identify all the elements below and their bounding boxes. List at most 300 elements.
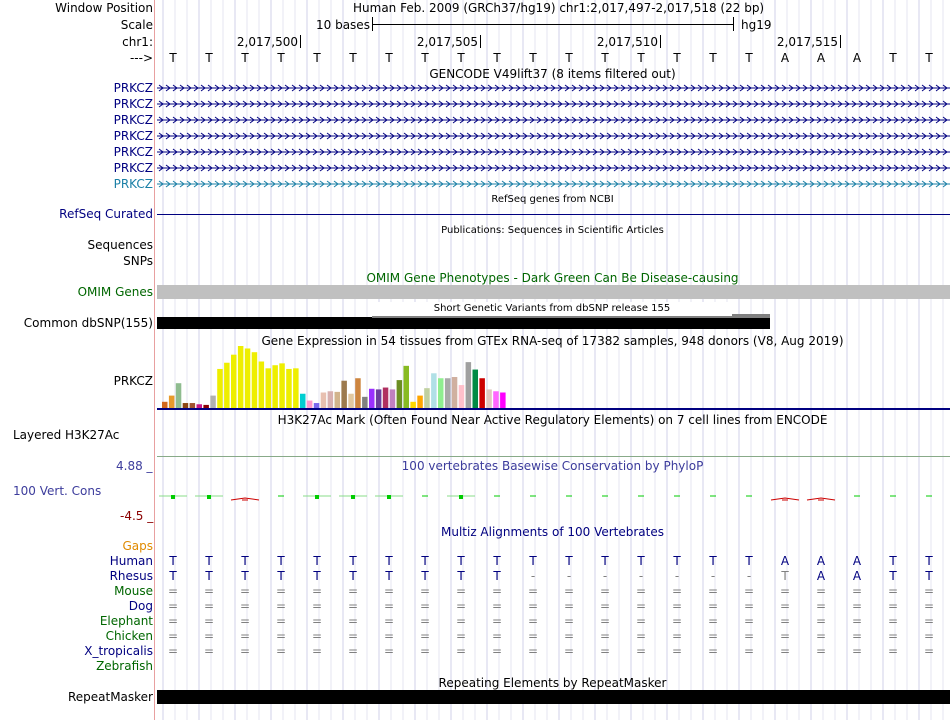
multiz-base: T [457, 569, 465, 583]
multiz-base: = [599, 584, 611, 598]
reference-base: T [493, 51, 501, 65]
multiz-base: = [311, 614, 323, 628]
multiz-base: = [455, 629, 467, 643]
reference-base: T [241, 51, 249, 65]
multiz-base: T [565, 554, 573, 568]
reference-base: A [780, 51, 790, 65]
multiz-base: = [455, 599, 467, 613]
multiz-base: = [239, 584, 251, 598]
reference-base: T [673, 51, 681, 65]
multiz-base: = [527, 629, 539, 643]
gtex-tissue-bar [479, 378, 485, 408]
multiz-species-label[interactable]: Human [109, 554, 153, 568]
refseq-track-title[interactable]: RefSeq genes from NCBI [491, 194, 614, 205]
multiz-base: = [419, 629, 431, 643]
multiz-base: T [493, 569, 501, 583]
multiz-base: = [419, 584, 431, 598]
reference-base: T [421, 51, 429, 65]
multiz-base: = [671, 599, 683, 613]
multiz-base: = [563, 614, 575, 628]
scale-bar-left-tick [372, 17, 373, 31]
multiz-base: T [313, 554, 321, 568]
multiz-base: T [493, 554, 501, 568]
multiz-base: - [710, 569, 716, 583]
multiz-base: = [383, 584, 395, 598]
publications-track-label[interactable]: Sequences [87, 238, 153, 252]
multiz-base: = [779, 584, 791, 598]
dbsnp-variant-bar[interactable] [157, 317, 770, 329]
multiz-base: = [491, 584, 503, 598]
multiz-base: A [780, 554, 790, 568]
multiz-base: = [743, 584, 755, 598]
multiz-species-label[interactable]: Elephant [99, 614, 153, 628]
multiz-base: = [563, 629, 575, 643]
multiz-base: = [923, 629, 935, 643]
phylop-score-peak [459, 495, 463, 499]
refseq-gene-line[interactable] [157, 214, 950, 215]
multiz-base: = [203, 629, 215, 643]
multiz-base: = [527, 614, 539, 628]
gtex-tissue-bar [245, 348, 251, 408]
multiz-species-label[interactable]: Chicken [105, 629, 153, 643]
multiz-base: = [383, 614, 395, 628]
assembly-position-text: Human Feb. 2009 (GRCh37/hg19) chr1:2,017,497-2,017,518 (22 bp) [353, 1, 765, 15]
gtex-tissue-bar [238, 346, 244, 408]
multiz-base: = [599, 644, 611, 658]
phylop-min-label: -4.5 _ [120, 509, 154, 523]
ruler-position-label: 2,017,505 [416, 35, 478, 49]
gtex-tissue-bar [307, 401, 313, 408]
reference-base: T [169, 51, 177, 65]
gencode-item-label[interactable]: PRKCZ [113, 129, 153, 143]
multiz-base: = [743, 614, 755, 628]
gtex-tissue-bar [410, 402, 416, 408]
multiz-base: = [167, 599, 179, 613]
gtex-tissue-bar [231, 355, 237, 408]
multiz-base: = [563, 599, 575, 613]
gtex-tissue-bar [417, 396, 423, 408]
multiz-base: = [635, 584, 647, 598]
scale-bar-right-tick [733, 17, 734, 31]
db-text: hg19 [741, 18, 772, 32]
multiz-base: = [455, 614, 467, 628]
multiz-base: = [239, 629, 251, 643]
multiz-base: = [311, 629, 323, 643]
gtex-tissue-bar [321, 393, 327, 409]
h3k27ac-track-label[interactable]: Layered H3K27Ac [13, 428, 120, 442]
reference-base: T [313, 51, 321, 65]
multiz-base: - [746, 569, 752, 583]
multiz-base: = [851, 599, 863, 613]
multiz-base: = [383, 629, 395, 643]
multiz-base: = [455, 584, 467, 598]
multiz-base: T [925, 569, 933, 583]
multiz-base: = [671, 614, 683, 628]
reference-base: T [889, 51, 897, 65]
multiz-base: = [311, 584, 323, 598]
multiz-base: = [383, 644, 395, 658]
ruler-tick [300, 35, 301, 48]
multiz-base: = [455, 644, 467, 658]
reference-base: A [816, 51, 826, 65]
multiz-base: = [491, 614, 503, 628]
reference-base: T [277, 51, 285, 65]
multiz-base: = [635, 629, 647, 643]
gtex-tissue-bar [348, 394, 354, 408]
multiz-base: T [385, 569, 393, 583]
gtex-tissue-bar [376, 389, 382, 408]
multiz-base: = [419, 599, 431, 613]
h3k27ac-track-title[interactable]: H3K27Ac Mark (Often Found Near Active Regulatory Elements) on 7 cell lines from ENCODE [277, 413, 828, 427]
window-position-label: Window Position [55, 1, 153, 15]
multiz-base: T [241, 569, 249, 583]
phylop-track-title[interactable]: 100 vertebrates Basewise Conservation by PhyloP [401, 459, 704, 473]
multiz-base: T [169, 569, 177, 583]
gtex-tissue-bar [203, 405, 209, 408]
multiz-base: = [635, 614, 647, 628]
multiz-base: T [529, 554, 537, 568]
dbsnp-track-title[interactable]: Short Genetic Variants from dbSNP release 155 [372, 302, 732, 316]
multiz-base: T [421, 569, 429, 583]
multiz-base: T [673, 554, 681, 568]
multiz-base: A [852, 569, 862, 583]
multiz-base: = [707, 629, 719, 643]
gtex-tissue-bar [314, 403, 320, 408]
multiz-base: = [347, 614, 359, 628]
gtex-tissue-bar [383, 388, 389, 408]
gtex-tissue-bar [300, 394, 306, 408]
scale-bar [372, 24, 733, 25]
multiz-base: T [925, 554, 933, 568]
multiz-base: T [169, 554, 177, 568]
multiz-base: = [815, 629, 827, 643]
gtex-tissue-bar [183, 403, 189, 408]
h3k27ac-baseline [157, 456, 950, 457]
reference-base: T [925, 51, 933, 65]
image-left-border [154, 0, 155, 720]
multiz-base: T [421, 554, 429, 568]
publications-track-title[interactable]: Publications: Sequences in Scientific Articles [441, 225, 664, 236]
ruler-tick [660, 35, 661, 48]
multiz-base: = [779, 599, 791, 613]
multiz-species-label[interactable]: Rhesus [109, 569, 153, 583]
gtex-tissue-bar [404, 366, 410, 408]
multiz-base: = [815, 599, 827, 613]
multiz-base: = [851, 584, 863, 598]
multiz-base: = [419, 614, 431, 628]
multiz-base: = [527, 644, 539, 658]
gencode-intron-line[interactable] [157, 115, 950, 125]
multiz-base: = [563, 584, 575, 598]
gencode-item-label[interactable]: PRKCZ [113, 97, 153, 111]
reference-base: T [385, 51, 393, 65]
multiz-base: = [275, 629, 287, 643]
gencode-item-label[interactable]: PRKCZ [113, 177, 153, 191]
multiz-base: - [530, 569, 536, 583]
reference-base: T [457, 51, 465, 65]
gtex-tissue-bar [259, 362, 265, 409]
multiz-base: T [313, 569, 321, 583]
multiz-base: T [241, 554, 249, 568]
phylop-score-peak [171, 495, 175, 499]
multiz-base: = [707, 599, 719, 613]
gencode-intron-line[interactable] [157, 131, 950, 141]
gtex-tissue-bar [486, 389, 492, 408]
multiz-base: = [743, 644, 755, 658]
multiz-base: = [707, 644, 719, 658]
multiz-base: = [239, 644, 251, 658]
gtex-tissue-bar [169, 396, 175, 408]
gtex-tissue-bar [279, 363, 285, 408]
reference-base: T [601, 51, 609, 65]
phylop-score-peak [387, 495, 391, 499]
reference-base: T [565, 51, 573, 65]
multiz-base: = [707, 614, 719, 628]
gtex-tissue-bar [500, 393, 506, 409]
multiz-base: T [385, 554, 393, 568]
scale-label: Scale [120, 18, 153, 32]
multiz-base: = [275, 644, 287, 658]
gtex-tissue-bar [473, 370, 479, 408]
multiz-base: = [203, 644, 215, 658]
multiz-base: = [347, 599, 359, 613]
multiz-base: = [491, 629, 503, 643]
multiz-base: = [707, 584, 719, 598]
gtex-tissue-bar [224, 363, 230, 408]
multiz-base: T [349, 569, 357, 583]
multiz-base: = [203, 599, 215, 613]
multiz-species-label[interactable]: Zebrafish [96, 659, 153, 673]
phylop-score-peak [315, 495, 319, 499]
multiz-gaps-label[interactable]: Gaps [122, 539, 153, 553]
gencode-item-label[interactable]: PRKCZ [113, 81, 153, 95]
gencode-intron-line[interactable] [157, 99, 950, 109]
multiz-base: = [347, 584, 359, 598]
refseq-track-label[interactable]: RefSeq Curated [59, 207, 153, 221]
gtex-track-label[interactable]: PRKCZ [113, 374, 153, 388]
multiz-base: = [887, 584, 899, 598]
multiz-base: = [635, 599, 647, 613]
ruler-position-label: 2,017,500 [236, 35, 298, 49]
repeatmasker-track-label[interactable]: RepeatMasker [67, 690, 153, 704]
multiz-base: = [311, 644, 323, 658]
phylop-conservation-plot[interactable] [157, 485, 950, 515]
gencode-intron-line[interactable] [157, 147, 950, 157]
gtex-tissue-bar [328, 391, 334, 408]
strand-arrow-label: ---> [129, 51, 153, 65]
phylop-track-label[interactable]: 100 Vert. Cons [13, 484, 102, 498]
multiz-base: = [563, 644, 575, 658]
reference-base: T [529, 51, 537, 65]
multiz-base: = [671, 584, 683, 598]
multiz-base: T [205, 569, 213, 583]
multiz-base: T [637, 554, 645, 568]
multiz-base: = [347, 629, 359, 643]
multiz-base: = [491, 599, 503, 613]
multiz-base: = [887, 599, 899, 613]
multiz-base: = [527, 599, 539, 613]
chrom-label: chr1: [122, 35, 153, 49]
gtex-tissue-bar [466, 362, 472, 408]
repeatmasker-bar[interactable] [157, 690, 950, 704]
gencode-intron-line[interactable] [157, 83, 950, 93]
gtex-tissue-bar [424, 388, 430, 408]
multiz-base: = [815, 614, 827, 628]
gtex-tissue-bar [369, 389, 375, 408]
gtex-tissue-bar [438, 378, 444, 408]
gtex-tissue-bar [190, 403, 196, 408]
multiz-base: T [889, 569, 897, 583]
multiz-base: = [599, 629, 611, 643]
multiz-base: = [743, 629, 755, 643]
multiz-base: = [887, 629, 899, 643]
multiz-base: = [779, 644, 791, 658]
multiz-base: T [709, 554, 717, 568]
gtex-tissue-bar [197, 404, 203, 408]
multiz-base: T [781, 569, 789, 583]
multiz-base: = [923, 614, 935, 628]
multiz-base: - [566, 569, 572, 583]
repeatmasker-track-title[interactable]: Repeating Elements by RepeatMasker [438, 676, 667, 690]
gtex-tissue-bar [493, 391, 499, 408]
multiz-base: = [311, 599, 323, 613]
multiz-base: = [851, 629, 863, 643]
gtex-tissue-bar [459, 385, 465, 408]
phylop-score-peak [207, 495, 211, 499]
reference-base: T [709, 51, 717, 65]
multiz-species-label[interactable]: Mouse [114, 584, 153, 598]
multiz-base: = [887, 644, 899, 658]
scale-text: 10 bases [316, 18, 370, 32]
dbsnp-track-label[interactable]: Common dbSNP(155) [23, 316, 153, 330]
multiz-base: = [923, 584, 935, 598]
multiz-base: T [277, 569, 285, 583]
multiz-base: = [239, 599, 251, 613]
gtex-tissue-bar [431, 373, 437, 408]
multiz-base: = [851, 614, 863, 628]
multiz-base: = [779, 629, 791, 643]
snps-track-label[interactable]: SNPs [123, 254, 153, 268]
multiz-base: = [923, 644, 935, 658]
multiz-base: = [599, 614, 611, 628]
multiz-base: = [167, 584, 179, 598]
multiz-base: T [889, 554, 897, 568]
gtex-tissue-bar [452, 377, 458, 408]
multiz-base: T [205, 554, 213, 568]
gtex-tissue-bar [162, 402, 168, 408]
multiz-base: = [779, 614, 791, 628]
multiz-base: = [239, 614, 251, 628]
multiz-base: A [816, 569, 826, 583]
gtex-tissue-bar [210, 396, 216, 408]
gtex-tissue-bar [335, 392, 341, 408]
reference-base: A [852, 51, 862, 65]
gencode-item-label[interactable]: PRKCZ [113, 113, 153, 127]
multiz-base: = [167, 644, 179, 658]
multiz-base: = [815, 584, 827, 598]
multiz-base: T [277, 554, 285, 568]
multiz-base: A [852, 554, 862, 568]
gtex-tissue-bar [445, 378, 451, 408]
multiz-base: = [491, 644, 503, 658]
multiz-base: A [816, 554, 826, 568]
gtex-tissue-bar [176, 383, 182, 408]
phylop-max-label: 4.88 _ [116, 459, 153, 473]
gencode-intron-line[interactable] [157, 163, 950, 173]
multiz-base: = [851, 644, 863, 658]
gtex-track-title[interactable]: Gene Expression in 54 tissues from GTEx RNA-seq of 17382 samples, 948 donors (V8, Aug 2019) [261, 334, 844, 348]
reference-base: T [205, 51, 213, 65]
multiz-base: T [349, 554, 357, 568]
multiz-base: = [347, 644, 359, 658]
multiz-base: = [203, 584, 215, 598]
gtex-tissue-bar [272, 365, 278, 408]
gtex-tissue-bar [286, 369, 292, 408]
multiz-species-label[interactable]: X_tropicalis [84, 644, 153, 658]
ruler-position-label: 2,017,515 [776, 35, 838, 49]
reference-base: T [745, 51, 753, 65]
multiz-base: T [745, 554, 753, 568]
multiz-base: = [887, 614, 899, 628]
multiz-base: = [275, 584, 287, 598]
omim-gene-bar[interactable] [157, 285, 950, 299]
multiz-base: = [203, 614, 215, 628]
multiz-base: = [671, 644, 683, 658]
multiz-base: = [743, 599, 755, 613]
multiz-base: T [457, 554, 465, 568]
multiz-base: - [674, 569, 680, 583]
gtex-tissue-bar [293, 368, 299, 408]
multiz-track-title[interactable]: Multiz Alignments of 100 Vertebrates [440, 525, 665, 539]
gencode-track-title[interactable]: GENCODE V49lift37 (8 items filtered out) [429, 67, 676, 81]
multiz-base: = [635, 644, 647, 658]
multiz-base: = [419, 644, 431, 658]
multiz-base: = [671, 629, 683, 643]
gtex-tissue-bar [217, 369, 223, 408]
multiz-base: = [527, 584, 539, 598]
multiz-base: = [275, 599, 287, 613]
gtex-tissue-bar [266, 368, 272, 408]
multiz-base: = [599, 599, 611, 613]
gencode-item-label[interactable]: PRKCZ [113, 145, 153, 159]
multiz-base: = [383, 599, 395, 613]
omim-track-label[interactable]: OMIM Genes [77, 285, 153, 299]
gtex-tissue-bar [390, 389, 396, 408]
gtex-tissue-bar [397, 380, 403, 408]
gtex-tissue-bar [341, 381, 347, 408]
gtex-tissue-bar [252, 352, 258, 408]
gencode-item-label[interactable]: PRKCZ [113, 161, 153, 175]
ruler-position-label: 2,017,510 [596, 35, 658, 49]
gtex-tissue-bar [355, 378, 361, 408]
ruler-tick [480, 35, 481, 48]
multiz-base: = [923, 599, 935, 613]
reference-base: T [637, 51, 645, 65]
multiz-species-label[interactable]: Dog [128, 599, 153, 613]
multiz-base: = [815, 644, 827, 658]
multiz-base: T [601, 554, 609, 568]
gtex-tissue-bar [362, 397, 368, 408]
omim-track-title[interactable]: OMIM Gene Phenotypes - Dark Green Can Be Disease-causing [366, 271, 739, 285]
multiz-base: = [167, 614, 179, 628]
multiz-base: = [167, 629, 179, 643]
multiz-base: = [275, 614, 287, 628]
gencode-intron-line[interactable] [157, 179, 950, 189]
multiz-base: - [602, 569, 608, 583]
gtex-expression-chart[interactable] [157, 346, 950, 410]
reference-base: T [349, 51, 357, 65]
multiz-base: - [638, 569, 644, 583]
